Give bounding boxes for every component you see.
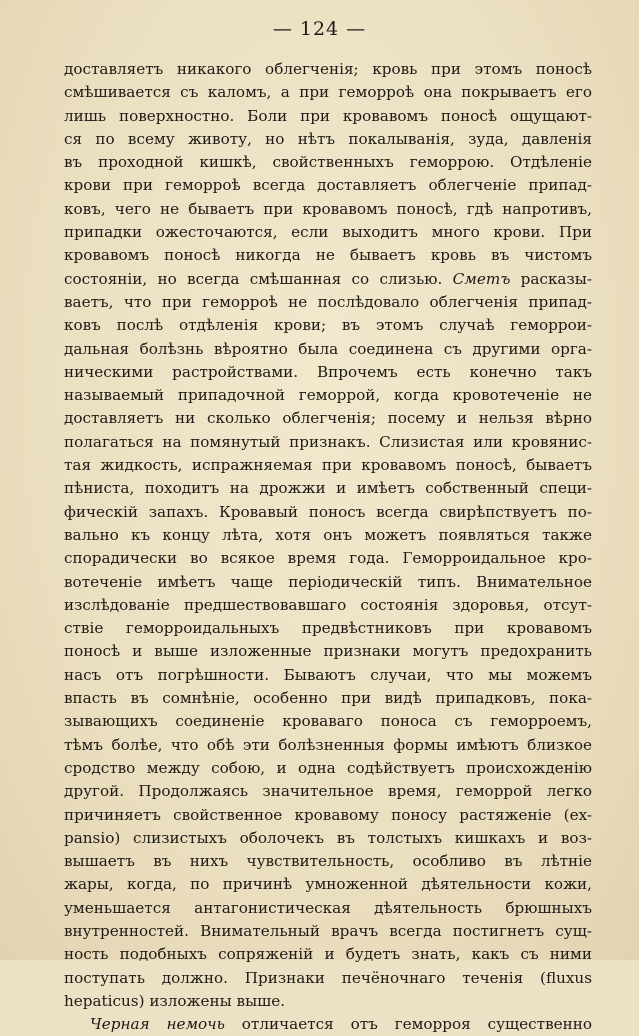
text-line: насъ отъ погрѣшности. Бываютъ случаи, что мы можемъ xyxy=(64,665,592,684)
page-number-header: — 124 — xyxy=(272,18,367,40)
text-line: зывающихъ соединеніе кроваваго поноса съ геморроемъ, xyxy=(64,712,592,731)
text-line: ность подобныхъ сопряженій и будетъ знать, какъ съ ними xyxy=(64,945,592,964)
text-line: тая жидкость, испражняемая при кровавомъ поносѣ, бываетъ xyxy=(64,456,592,475)
text-line: жары, когда, по причинѣ умноженной дѣятельности кожи, xyxy=(64,875,592,894)
text-line: въ проходной кишкѣ, свойственныхъ геморрою. Отдѣленіе xyxy=(64,153,592,172)
text-line: ковъ послѣ отдѣленія крови; въ этомъ случаѣ геморрои- xyxy=(64,316,592,335)
text-line: доставляетъ никакого облегченія; кровь при этомъ поносѣ xyxy=(64,60,592,78)
page-body-text xyxy=(64,58,592,1036)
text-line: другой. Продолжаясь значительное время, геморрой легко xyxy=(64,782,592,801)
text-line: ваетъ, что при геморроѣ не послѣдовало облегченія припад- xyxy=(64,292,592,311)
text-line: крови при геморроѣ всегда доставляетъ облегченіе припад- xyxy=(64,176,592,195)
text-line: ническими растройствами. Впрочемъ есть конечно такъ xyxy=(64,362,592,381)
text-line: сродство между собою, и одна содѣйствуетъ происхожденію xyxy=(64,758,592,777)
text-line: pansio) слизистыхъ оболочекъ въ толстыхъ кишкахъ и воз- xyxy=(64,828,592,847)
text-line: спорадически во всякое время года. Геморроидальное кро- xyxy=(64,549,592,568)
text-line: пѣниста, походитъ на дрожжи и имѣетъ собственный специ- xyxy=(64,479,592,498)
text-line: доставляетъ ни сколько облегченія; посему и нельзя вѣрно xyxy=(64,409,592,428)
text-line: припадки ожесточаются, если выходитъ много крови. При xyxy=(64,223,592,242)
text-line: изслѣдованіе предшествовавшаго состоянія здоровья, отсут- xyxy=(64,595,592,614)
text-line: поносѣ и выше изложенные признаки могутъ предохранить xyxy=(64,642,592,661)
text-line: ся по всему животу, но нѣтъ покалыванія, зуда, давленія xyxy=(64,129,592,148)
text-line: внутренностей. Внимательный врачъ всегда постигнетъ сущ- xyxy=(64,921,592,940)
text-line: вотеченіе имѣетъ чаще періодическій типъ. Внимательное xyxy=(64,572,592,591)
text-line: состояніи, но всегда смѣшанная со слизью. Сметъ расказы- xyxy=(64,269,592,288)
text-line: поступать должно. Признаки печёночнаго теченія (fluxus xyxy=(64,968,592,987)
text-line: называемый припадочной геморрой, когда кровотеченіе не xyxy=(64,386,592,405)
text-line: вышаетъ въ нихъ чувствительность, особливо въ лѣтніе xyxy=(64,852,592,871)
text-line: полагаться на помянутый признакъ. Слизистая или кровянис- xyxy=(64,432,592,451)
text-line: кровавомъ поносѣ никогда не бываетъ кровь въ чистомъ xyxy=(64,246,592,265)
text-line: ствіе геморроидальныхъ предвѣстниковъ при кровавомъ xyxy=(64,619,592,638)
text-line: уменьшается антагонистическая дѣятельность брюшныхъ xyxy=(64,898,592,917)
text-line: лишь поверхностно. Боли при кровавомъ поносѣ ощущают- xyxy=(64,106,592,125)
text-line: смѣшивается съ каломъ, а при геморроѣ она покрываетъ его xyxy=(64,83,592,102)
term-italic: Черная немочь xyxy=(90,1015,225,1034)
text-line-paragraph-end: hepaticus) изложены выше. xyxy=(64,991,286,1010)
text-line: дальная болѣзнь вѣроятно была соединена съ другими орга- xyxy=(64,339,592,358)
text-line: тѣмъ болѣе, что обѣ эти болѣзненныя формы имѣютъ близкое xyxy=(64,735,592,754)
text-line: впасть въ сомнѣніе, особенно при видѣ припадковъ, пока- xyxy=(64,689,592,708)
text-line: вально къ концу лѣта, хотя онъ можетъ появляться также xyxy=(64,525,592,544)
text-line-paragraph-start: Черная немочь отличается отъ геморроя существенно xyxy=(90,1015,592,1034)
text-line: фическій запахъ. Кровавый поносъ всегда свирѣпствуетъ по- xyxy=(64,502,592,521)
author-name-italic: Сметъ xyxy=(452,269,511,288)
text-line: ковъ, чего не бываетъ при кровавомъ поносѣ, гдѣ напротивъ, xyxy=(64,199,592,218)
text-line: причиняетъ свойственное кровавому поносу растяженіе (ex- xyxy=(64,805,592,824)
